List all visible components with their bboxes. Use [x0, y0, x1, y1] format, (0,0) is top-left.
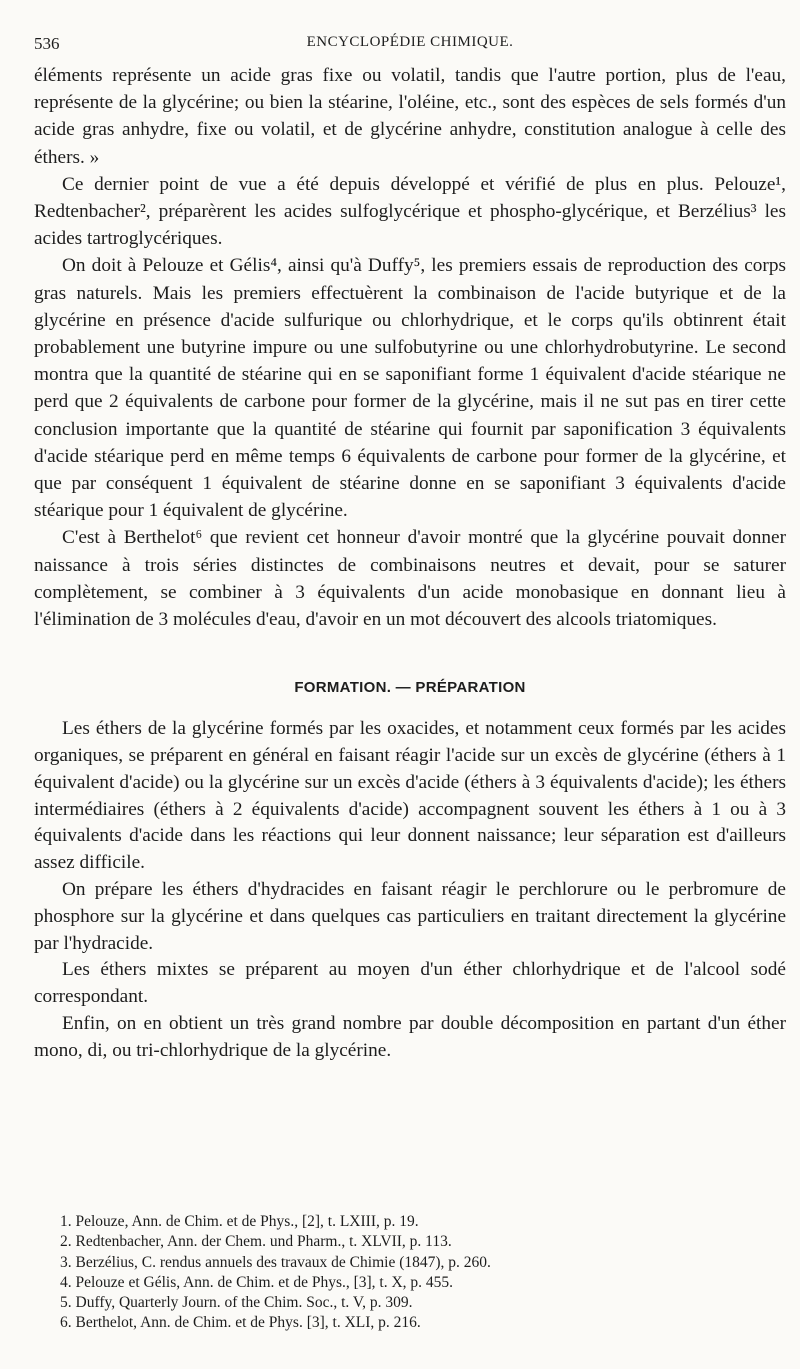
page-header — [34, 34, 786, 58]
section-heading: FORMATION. — PRÉPARATION — [294, 679, 526, 697]
paragraph: Les éthers de la glycérine formés par les oxacides, et notamment ceux formés par les acides organiques, se préparent en général en faisant réagir l'acide sur un excès de glycérine (éthers à 1 équivalent d'acide) ou la glycérine sur un excès d'acide (éthers à 3 équivalents d'acide); les éthers intermédiaires (éthers à 2 équivalents d'acide) accompagnent souvent les éthers à 1 ou à 3 équivalents d'acide dans les réactions qui leur donnent naissance; leur séparation est d'ailleurs assez difficile. — [34, 718, 786, 874]
footnotes — [60, 1212, 780, 1334]
paragraph: C'est à Berthelot⁶ que revient cet honneur d'avoir montré que la glycérine pouvait donner naissance à trois séries distinctes de combinaisons neutres et devait, pour se saturer complètement, se combiner à 3 équivalents d'un acide monobasique en donnant lieu à l'élimination de 3 molécules d'eau, d'avoir en un mot découvert des alcools triatomiques. — [34, 527, 786, 631]
footnote: 6. Berthelot, Ann. de Chim. et de Phys. [3], t. XLI, p. 216. — [60, 1314, 421, 1332]
paragraph: Ce dernier point de vue a été depuis développé et vérifié de plus en plus. Pelouze¹, Redtenbacher², préparèrent les acides sulfoglycérique et phospho-glycérique, et Berzélius³ les acides tartroglycériques. — [34, 173, 786, 250]
footnote: 5. Duffy, Quarterly Journ. of the Chim. Soc., t. V, p. 309. — [60, 1294, 413, 1312]
paragraph: On prépare les éthers d'hydracides en faisant réagir le perchlorure ou le perbromure de phosphore sur la glycérine et dans quelques cas particuliers en traitant directement la glycérine par l'hydracide. — [34, 879, 786, 954]
body-text — [34, 62, 786, 1065]
paragraph: Les éthers mixtes se préparent au moyen d'un éther chlorhydrique et de l'alcool sodé correspondant. — [34, 959, 786, 1008]
paragraph: Enfin, on en obtient un très grand nombre par double décomposition en partant d'un éther mono, di, ou tri-chlorhydrique de la glycérine. — [34, 1013, 786, 1061]
footnote: 4. Pelouze et Gélis, Ann. de Chim. et de Phys., [3], t. X, p. 455. — [60, 1273, 454, 1291]
page-number: 536 — [34, 34, 60, 53]
paragraph: On doit à Pelouze et Gélis⁴, ainsi qu'à Duffy⁵, les premiers essais de reproduction des corps gras naturels. Mais les premiers effectuèrent la combinaison de l'acide butyrique et de la glycérine en présence d'acide sulfurique ou chlorhydrique, et le corps qu'ils obtinrent était probablement une butyrine impure ou une sulfobutyrine ou une chlorhydrobutyrine. Le second montra que la quantité de stéarine qui en se saponifiant forme 1 équivalent d'acide stéarique ne perd que 2 équivalents de carbone pour former de la glycérine, mais il ne sut pas en tirer cette conclusion importante que la quantité de stéarine qui fournit par saponification 3 équivalents d'acide stéarique perd en même temps 6 équivalents de carbone pour former de la glycérine, et que par conséquent 1 équivalent de stéarine donne en se saponifiant 3 équivalents d'acide stéarique pour 1 équivalent de glycérine. — [34, 255, 786, 522]
footnote: 1. Pelouze, Ann. de Chim. et de Phys., [2], t. LXIII, p. 19. — [60, 1213, 419, 1230]
footnote: 3. Berzélius, C. rendus annuels des travaux de Chimie (1847), p. 260. — [60, 1253, 491, 1271]
paragraph: éléments représente un acide gras fixe ou volatil, tandis que l'autre portion, plus de l'eau, représente de la glycérine; ou bien la stéarine, l'oléine, etc., sont des espèces de sels formés d'un acide gras anhydre, fixe ou volatil, et de glycérine anhydre, constitution analogue à celle des éthers. » — [34, 65, 786, 168]
footnote: 2. Redtenbacher, Ann. der Chem. und Pharm., t. XLVII, p. 113. — [60, 1233, 452, 1251]
running-title: ENCYCLOPÉDIE CHIMIQUE. — [306, 34, 514, 50]
section-body — [34, 716, 786, 1064]
